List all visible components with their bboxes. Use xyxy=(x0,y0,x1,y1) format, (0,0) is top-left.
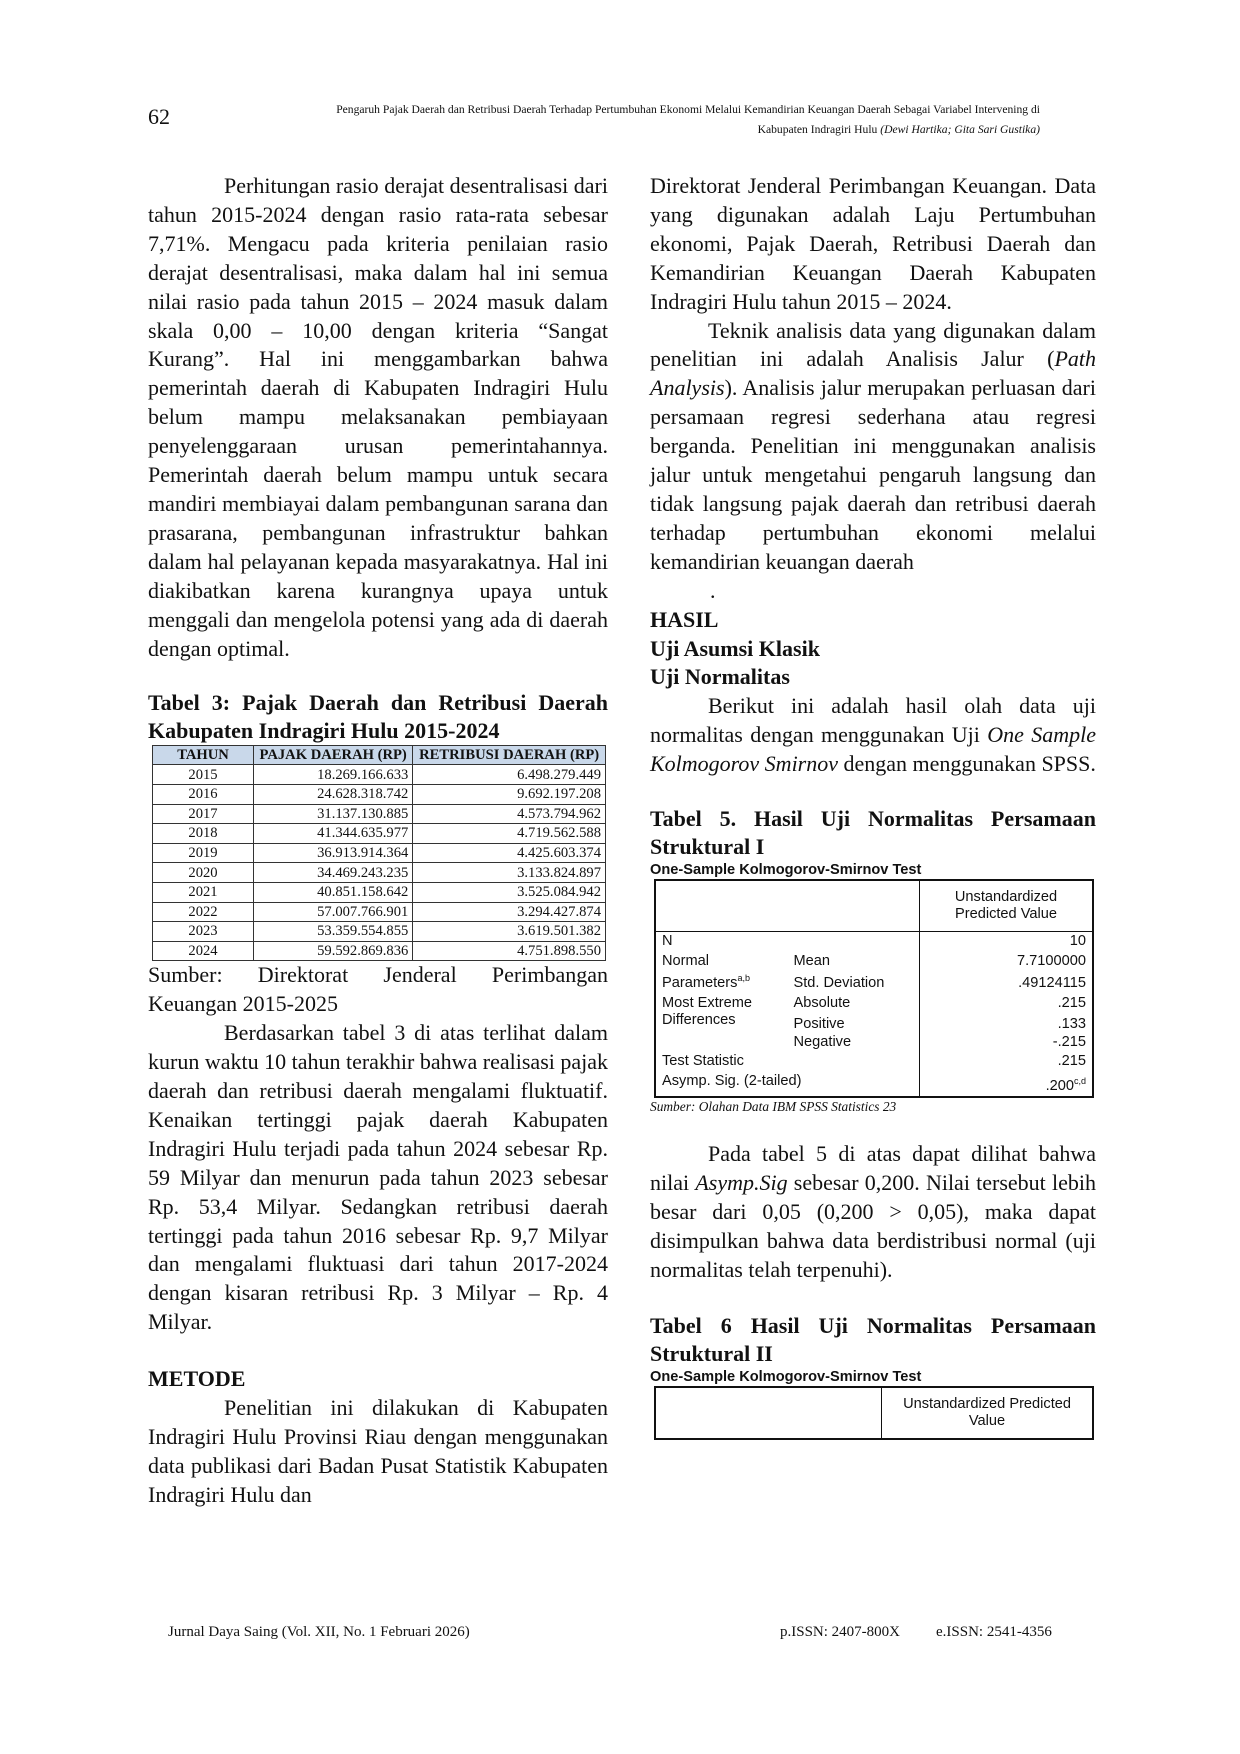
table5 xyxy=(654,879,1094,1098)
paragraph-derajat-desentralisasi: Perhitungan rasio derajat desentralisasi dari tahun 2015-2024 dengan rasio rata-rata sebesar 7,71%. Mengacu pada kriteria penilaian rasio derajat desentralisasi, maka dalam hal ini semua nilai rasio pada tahun 2015 – 2024 masuk dalam skala 0,00 – 10,00 dengan kriteria “Sangat Kurang”. Hal ini menggambarkan bahwa pemerintah daerah di Kabupaten Indragiri Hulu belum mampu melaksanakan pembiayaan penyelenggaraan urusan pemerintahannya. Pemerintah daerah belum mampu untuk secara mandiri membiayai dalam pembangunan sarana dan prasarana, pembangunan infrastruktur bahkan dalam hal pelayanan kepada masyarakatnya. Hal ini diakibatkan karena kurangnya upaya untuk menggali dan mengelola potensi yang ada di daerah dengan optimal. xyxy=(148,173,608,661)
table5-asymp-label: Asymp. Sig. (2-tailed) xyxy=(662,1072,802,1089)
running-header-authors: (Dewi Hartika; Gita Sari Gustika) xyxy=(880,123,1040,136)
paragraph-data-source: Direktorat Jenderal Perimbangan Keuangan. Data yang digunakan adalah Laju Pertumbuhan ekonomi, Pajak Daerah, Retribusi Daerah dan Kemandirian Keuangan Daerah Kabupaten Indragiri Hulu tahun 2015 – 2024. xyxy=(650,173,1096,314)
table5-extreme-label: Most Extreme Differences xyxy=(662,994,753,1029)
table3-cell-tahun: 2023 xyxy=(153,922,254,942)
t5-text-b: sebesar 0,200. Nilai tersebut lebih besar dari 0,05 (0,200 > 0,05), maka dapat disimpulkan bahwa data berdistribusi normal (uji normalitas telah terpenuhi). xyxy=(650,1169,1096,1282)
normalitas-text-b: dengan menggunakan SPSS. xyxy=(838,751,1096,777)
table3-cell-tahun: 2022 xyxy=(153,902,254,922)
table5-row-params xyxy=(655,952,1093,994)
table5-n-value: 10 xyxy=(920,932,1094,952)
table5-title: Tabel 5. Hasil Uji Normalitas Persamaan Struktural I xyxy=(650,806,1096,860)
table3-cell-retribusi: 9.692.197.208 xyxy=(413,785,606,805)
table3-row xyxy=(153,824,606,844)
table6 xyxy=(654,1386,1094,1440)
table3-cell-pajak: 53.359.554.855 xyxy=(254,922,413,942)
paragraph-table3-analysis: Berdasarkan tabel 3 di atas terlihat dalam kurun waktu 10 tahun terakhir bahwa realisasi pajak daerah dan retribusi daerah mengalami fluktuatif. Kenaikan tertinggi pajak daerah Kabupaten Indragiri Hulu terjadi pada tahun 2024 sebesar Rp. 59 Milyar dan menurun pada tahun 2023 sebesar Rp. 53,4 Milyar. Sedangkan retribusi daerah tertinggi pada tahun 2016 sebesar Rp. 9,7 Milyar dan mengalami fluktuasi dari tahun 2017-2024 dengan kisaran retribusi Rp. 3 Milyar – Rp. 4 Milyar. xyxy=(148,1020,609,1335)
table5-extreme-names: Absolute Positive Negative xyxy=(793,994,852,1050)
normalitas-text-a: Berikut ini adalah hasil olah data uji normalitas dengan menggunakan Uji xyxy=(650,693,1096,748)
table3-cell-retribusi: 3.619.501.382 xyxy=(413,922,606,942)
table5-n-label: N xyxy=(662,933,673,950)
t5-asymp-italic: Asymp.Sig xyxy=(695,1169,788,1195)
table3-cell-retribusi: 4.425.603.374 xyxy=(413,843,606,863)
table3-header-retribusi: RETRIBUSI DAERAH (RP) xyxy=(413,746,606,765)
table3-row xyxy=(153,863,606,883)
table3-row xyxy=(153,785,606,805)
table5-extreme-values: .215 .133 -.215 xyxy=(920,994,1094,1053)
table3-cell-tahun: 2018 xyxy=(153,824,254,844)
table3-cell-pajak: 57.007.766.901 xyxy=(254,902,413,922)
table3-cell-tahun: 2017 xyxy=(153,804,254,824)
table3-source: Sumber: Direktorat Jenderal Perimbangan Keuangan 2015-2025 xyxy=(148,962,608,1017)
table3-cell-tahun: 2016 xyxy=(153,785,254,805)
footer-issn xyxy=(780,1624,1052,1641)
left-column xyxy=(148,172,608,1510)
table3-header-pajak: PAJAK DAERAH (RP) xyxy=(254,746,413,765)
teknik-path-analysis: Path Analysis xyxy=(650,346,1096,401)
table3-row xyxy=(153,902,606,922)
teknik-text-a: Teknik analisis data yang digunakan dalam penelitian ini adalah Analisis Jalur ( xyxy=(650,317,1096,372)
hasil-heading: HASIL xyxy=(650,606,719,632)
table3-cell-pajak: 18.269.166.633 xyxy=(254,765,413,785)
running-header xyxy=(220,100,1040,140)
table3-cell-retribusi: 4.751.898.550 xyxy=(413,941,606,961)
table5-source: Sumber: Olahan Data IBM SPSS Statistics 23 xyxy=(650,1098,897,1114)
table3 xyxy=(152,745,606,961)
table3-header-tahun: TAHUN xyxy=(153,746,254,765)
table5-stat-values: 7.7100000 .49124115 xyxy=(920,952,1094,994)
table5-spss-title: One-Sample Kolmogorov-Smirnov Test xyxy=(650,862,922,879)
table5-stat-names: Mean Std. Deviation xyxy=(793,952,885,992)
table3-row xyxy=(153,882,606,902)
table6-header-row xyxy=(655,1387,1093,1439)
table3-header-row xyxy=(153,746,606,765)
uji-asumsi-heading: Uji Asumsi Klasik xyxy=(650,635,820,661)
table3-row xyxy=(153,804,606,824)
metode-heading: METODE xyxy=(148,1366,246,1392)
paragraph-table5-analysis xyxy=(650,1140,1096,1285)
table3-row xyxy=(153,765,606,785)
table3-row xyxy=(153,922,606,942)
table3-cell-pajak: 31.137.130.885 xyxy=(254,804,413,824)
table5-normal-params: Normal Parameters$^{a,b}$ xyxy=(662,952,750,991)
table6-blank-cell xyxy=(655,1387,882,1439)
table3-cell-retribusi: 3.525.084.942 xyxy=(413,882,606,902)
page-number: 62 xyxy=(148,104,170,129)
normalitas-ks-italic: One Sample Kolmogorov Smirnov xyxy=(650,722,1096,777)
table3-cell-tahun: 2019 xyxy=(153,843,254,863)
table5-col-header: Unstandardized Predicted Value xyxy=(920,880,1094,932)
table3-title: Tabel 3: Pajak Daerah dan Retribusi Daerah Kabupaten Indragiri Hulu 2015-2024 xyxy=(148,690,608,744)
table3-cell-pajak: 40.851.158.642 xyxy=(254,882,413,902)
table5-test-stat-label: Test Statistic xyxy=(662,1053,744,1070)
table5-asymp-value: .200$^{c,d}$ xyxy=(920,1072,1094,1097)
table3-cell-tahun: 2021 xyxy=(153,882,254,902)
table5-blank-cell xyxy=(655,880,920,932)
footer-eissn: e.ISSN: 2541-4356 xyxy=(936,1624,1052,1640)
teknik-text-b: ). Analisis jalur merupakan perluasan dari persamaan regresi sederhana atau regresi berganda. Penelitian ini menggunakan analisis jalur untuk mengetahui pengaruh langsung dan tidak langsung pajak daerah dan retribusi daerah terhadap pertumbuhan ekonomi melalui kemandirian keuangan daerah xyxy=(650,375,1096,574)
stray-dot: . xyxy=(710,577,716,603)
table5-row-n xyxy=(655,932,1093,952)
table5-row-test-stat xyxy=(655,1052,1093,1072)
table3-cell-tahun: 2015 xyxy=(153,765,254,785)
table3-cell-pajak: 41.344.635.977 xyxy=(254,824,413,844)
table3-cell-tahun: 2024 xyxy=(153,941,254,961)
table5-test-stat-value: .215 xyxy=(920,1052,1094,1072)
paragraph-metode: Penelitian ini dilakukan di Kabupaten Indragiri Hulu Provinsi Riau dengan menggunakan data publikasi dari Badan Pusat Statistik Kabupaten Indragiri Hulu dan xyxy=(148,1395,608,1507)
table6-col-header: Unstandardized Predicted Value xyxy=(882,1387,1093,1439)
table3-cell-pajak: 59.592.869.836 xyxy=(254,941,413,961)
table5-row-extreme xyxy=(655,994,1093,1053)
running-header-title-cont xyxy=(220,120,1040,140)
table3-cell-pajak: 36.913.914.364 xyxy=(254,843,413,863)
table6-spss-title: One-Sample Kolmogorov-Smirnov Test xyxy=(650,1369,922,1386)
table5-header-row xyxy=(655,880,1093,932)
footer-pissn: p.ISSN: 2407-800X xyxy=(780,1624,901,1640)
running-header-title: Pengaruh Pajak Daerah dan Retribusi Daerah Terhadap Pertumbuhan Ekonomi Melalui Kemandirian Keuangan Daerah Sebagai Variabel Intervening di xyxy=(336,103,1040,116)
table3-cell-retribusi: 6.498.279.449 xyxy=(413,765,606,785)
table3-body xyxy=(153,765,606,961)
table3-cell-retribusi: 4.573.794.962 xyxy=(413,804,606,824)
right-column xyxy=(650,172,1096,1440)
t5-text-a: Pada tabel 5 di atas dapat dilihat bahwa nilai xyxy=(650,1140,1096,1195)
paragraph-teknik-analisis xyxy=(650,317,1096,577)
table5-row-asymp xyxy=(655,1072,1093,1097)
table3-row xyxy=(153,941,606,961)
table3-cell-retribusi: 3.133.824.897 xyxy=(413,863,606,883)
uji-normalitas-heading: Uji Normalitas xyxy=(650,664,790,690)
table3-cell-tahun: 2020 xyxy=(153,863,254,883)
table3-row xyxy=(153,843,606,863)
table3-cell-retribusi: 3.294.427.874 xyxy=(413,902,606,922)
footer-journal: Jurnal Daya Saing (Vol. XII, No. 1 Februari 2026) xyxy=(168,1624,470,1640)
paragraph-normalitas xyxy=(650,692,1096,779)
table3-cell-retribusi: 4.719.562.588 xyxy=(413,824,606,844)
table3-cell-pajak: 24.628.318.742 xyxy=(254,785,413,805)
table6-title: Tabel 6 Hasil Uji Normalitas Persamaan Struktural II xyxy=(650,1313,1096,1367)
running-header-title-line2: Kabupaten Indragiri Hulu xyxy=(757,123,878,136)
table3-cell-pajak: 34.469.243.235 xyxy=(254,863,413,883)
